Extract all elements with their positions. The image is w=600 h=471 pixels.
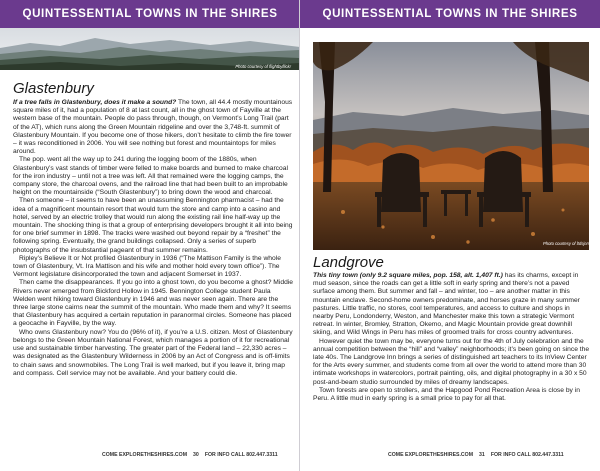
left-photo-credit: Photo courtesy of flightbyflickr <box>235 64 291 69</box>
footer-page-number: 31 <box>479 452 485 458</box>
right-header-title: QUINTESSENTIAL TOWNS IN THE SHIRES <box>322 7 578 20</box>
article-paragraph: However quiet the town may be, everyone turns out for the 4th of July celebration and the annual competition between the “hill” and “valley” neighborhoods; it’s been going on since the late 40s. The Landgrove Inn brings a series of distinguished art teachers to its InView Center for the Arts every summer, and students come from all over the world to attend more than 30 intimate workshops in watercolors, portrait painting, oils, and digital photography in a 30 x 50 post-and-beam studio surrounded by miles of dreamy landscapes. <box>313 337 590 386</box>
article-paragraph: Town forests are open to strollers, and the Hapgood Pond Recreation Area is close by in Peru. A little mud in early spring is a small price to pay for all that. <box>313 386 580 403</box>
left-header-title: QUINTESSENTIAL TOWNS IN THE SHIRES <box>22 7 278 20</box>
glastenbury-article <box>13 99 293 378</box>
article-paragraph: The pop. went all the way up to 241 during the logging boom of the 1880s, when Glastenbury’s vast stands of timber were felled to make boards and burned to make charcoal for the iron industry – until not a tree was left. All that remained were the logging camps, the company store, the charcoal ovens, and the railroad line that had been built to an improbable height on the mountainside (“South Glastenbury”) to bring down the wood and charcoal. <box>13 156 288 197</box>
article-lead: This tiny town (only 9.2 square miles, pop. 158, alt. 1,407 ft.) <box>313 272 503 279</box>
footer-site: COME EXPLORETHESHIRES.COM <box>388 452 474 458</box>
footer-info: FOR INFO CALL 802.447.3311 <box>204 452 278 458</box>
landgrove-title: Landgrove <box>313 254 384 271</box>
footer-info: FOR INFO CALL 802.447.3311 <box>490 452 564 458</box>
left-header-band <box>0 0 300 28</box>
left-footer <box>102 452 278 458</box>
article-paragraph: Then someone – it seems to have been an unassuming Bennington pharmacist – had the idea of a magnificent mountain resort that would turn the store and camp into a casino and hotel, served by an electric trolley that would run along the existing rail line half-way up the mountain. The shocking thing is that a group of enterprising developers brought it all into being for one brief summer in 1898. The tracks were washed out beyond repair by a “freshet” the following spring. Eventually, the grand buildings collapsed. Only a series of superb photographs of the insubstantial pageant of that summer remains. <box>13 197 293 254</box>
article-paragraph: If a tree falls in Glastenbury, does it make a sound? The town, all 44.4 mostly mountainous square miles of it, had a population of 8 at last count, all in the ghost town of Fayville at the western base of the mountain. People do pass through, though, on Vermont’s Long Trail (part of the AT), which runs along the Green Mountain ridgeline and over the 3,748-ft. summit of Glastenbury Mountain. If you become one of those hikers, don’t hesitate to climb the fire tower – it was reconditioned in 2006. You will see nothing but forest and mountaintops for miles around. <box>13 99 293 156</box>
right-header-band <box>300 0 600 28</box>
article-paragraph: This tiny town (only 9.2 square miles, pop. 158, alt. 1,407 ft.) has its charms, except in mud season, since the roads can get a little soft in early spring and there’s not a paved surface among them. But summer and fall – and winter, too – are another matter in this mountain enclave. Second-home owners predominate, and horses graze in many summer pastures. Little traffic, no stores, cool temperatures, and access to culture and shops in nearby Peru, Londonderry, Weston, and Manchester make this town a strategic Vermont retreat. In winter, Bromley, Stratton, Okemo, and Magic Mountain provide great downhill skiing, and Wild Wings in Peru has miles of groomed trails for cross country adventures. <box>313 272 580 337</box>
article-paragraph: Then came the disappearances. If you go into a ghost town, do you become a ghost? Middie Rivers never emerged from Bickford Hollow in 1945. Bennington College student Paula Welden went hiking toward Glastenbury in 1946 and was never seen again. There are the three large stone cairns near the summit of the mountain. Who made them and why? It seems that Glastenbury has acquired a certain reputation in paranormal circles. Someone has placed a geocache in Fayville, by the way. <box>13 279 293 328</box>
footer-page-number: 30 <box>193 452 199 458</box>
article-lead: If a tree falls in Glastenbury, does it make a sound? <box>13 99 177 106</box>
right-photo-credit: Photo courtesy of ltdsjnm <box>542 241 590 246</box>
glastenbury-title: Glastenbury <box>13 80 94 97</box>
article-paragraph: Ripley’s Believe It or Not profiled Glastenbury in 1936 (“The Mattison Family is the whole town of Glastenbury, Vt. Ira Mattison and his wife and mother hold every town office”). The Vermont legislature disincorporated the town and adjacent Somerset in 1937. <box>13 254 281 279</box>
article-paragraph: Who owns Glastenbury now? You do (96% of it), if you’re a U.S. citizen. Most of Glastenbury belongs to the Green Mountain National Forest, which manages a portion of it for recreational use and sustainable timber harvesting. The greater part of the Federal land – 22,330 acres – was designated as the Glastenbury Wilderness in 2006 by an Act of Congress and is off-limits to chain saws and snowmobiles. The Long Trail is well marked, but if you leave it, bring map and compass. Cell service may not be available. And your battery could die. <box>13 328 293 377</box>
right-page <box>300 0 600 471</box>
right-footer <box>388 452 564 458</box>
footer-site: COME EXPLORETHESHIRES.COM <box>102 452 188 458</box>
adirondack-chairs-photo <box>313 42 589 250</box>
landgrove-article <box>313 272 591 403</box>
